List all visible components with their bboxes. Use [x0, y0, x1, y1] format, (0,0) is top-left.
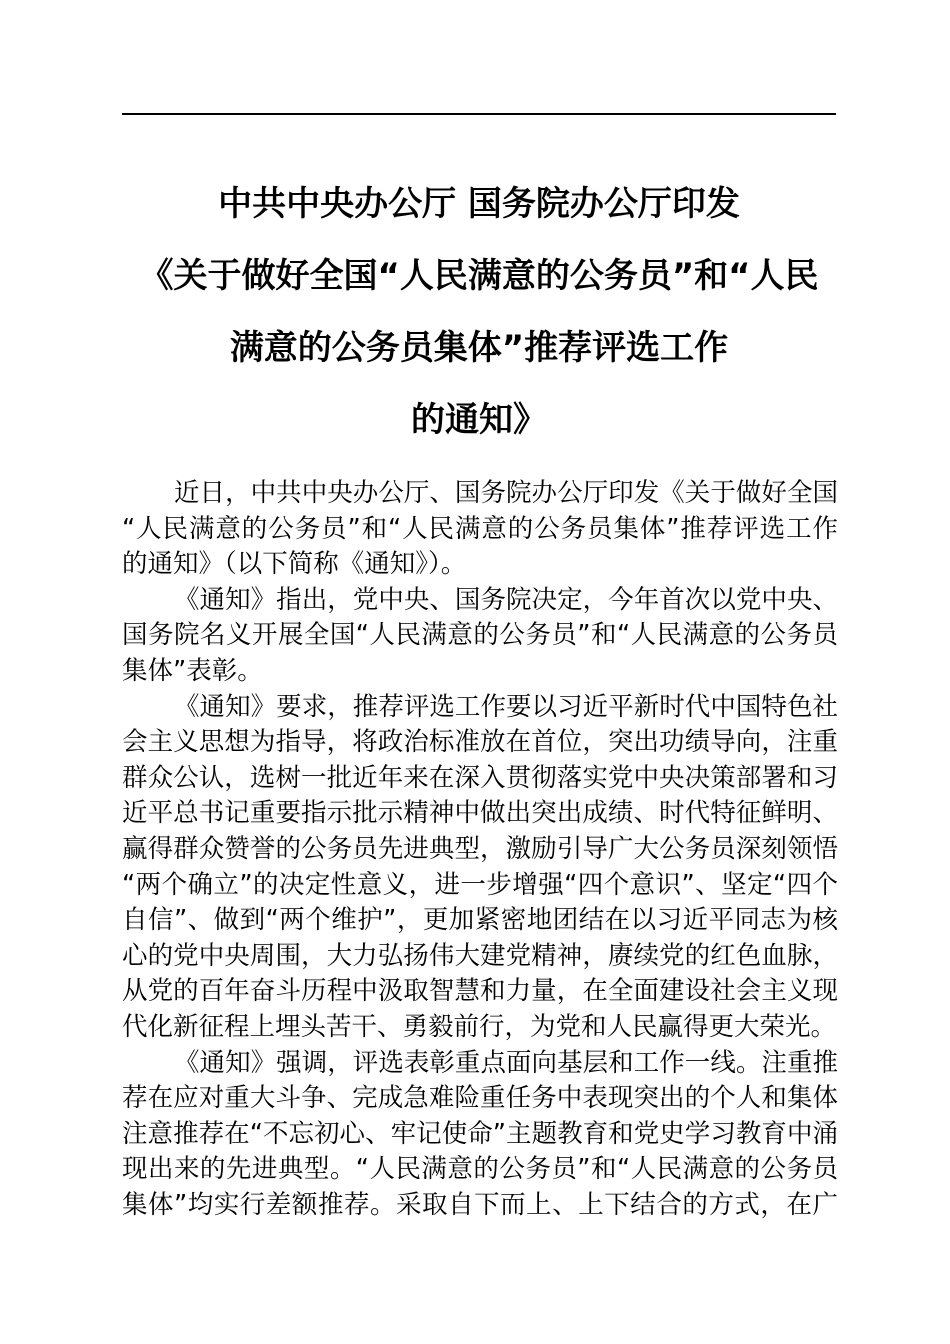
document-title [122, 168, 836, 456]
text-line: 荐在应对重大斗争、完成急难险重任务中表现突出的个人和集体 [122, 1083, 838, 1114]
text-line: 自信”、做到“两个维护”，更加紧密地团结在以习近平同志为核 [122, 905, 838, 936]
text-line: 国务院名义开展全国“人民满意的公务员”和“人民满意的公务员 [122, 620, 838, 651]
title-line-4: 的通知》 [411, 400, 547, 440]
text-line: “人民满意的公务员”和“人民满意的公务员集体”推荐评选工作 [122, 513, 838, 544]
document-body [122, 476, 838, 1223]
text-line: 《通知》要求，推荐评选工作要以习近平新时代中国特色社 [174, 691, 838, 722]
text-line: 近日，中共中央办公厅、国务院办公厅印发《关于做好全国 [174, 478, 838, 508]
text-line: 《通知》强调，评选表彰重点面向基层和工作一线。注重推 [174, 1047, 838, 1078]
text-line: 从党的百年奋斗历程中汲取智慧和力量，在全面建设社会主义现 [122, 976, 838, 1007]
text-line: 的通知》（以下简称《通知》）。 [122, 549, 467, 580]
text-line: 赢得群众赞誉的公务员先进典型，激励引导广大公务员深刻领悟 [122, 833, 838, 864]
title-line-3: 满意的公务员集体”推荐评选工作 [229, 328, 729, 368]
text-line: 注意推荐在“不忘初心、牢记使命”主题教育和党史学习教育中涌 [122, 1118, 838, 1149]
text-line: 群众公认，选树一批近年来在深入贯彻落实党中央决策部署和习 [122, 762, 838, 793]
text-line: 集体”表彰。 [122, 655, 263, 686]
header-rule [122, 113, 836, 115]
text-line: 会主义思想为指导，将政治标准放在首位，突出功绩导向，注重 [122, 727, 838, 758]
text-line: 《通知》指出，党中央、国务院决定，今年首次以党中央、 [174, 584, 838, 615]
text-line: 集体”均实行差额推荐。采取自下而上、上下结合的方式，在广 [122, 1189, 838, 1220]
title-line-2: 《关于做好全国“人民满意的公务员”和“人民 [139, 256, 819, 296]
text-line: 代化新征程上埋头苦干、勇毅前行，为党和人民赢得更大荣光。 [122, 1011, 837, 1042]
paragraph-4 [122, 1046, 838, 1224]
paragraph-1 [122, 476, 838, 583]
title-line-1: 中共中央办公厅 国务院办公厅印发 [218, 184, 740, 224]
text-line: 心的党中央周围，大力弘扬伟大建党精神，赓续党的红色血脉， [122, 940, 838, 971]
text-line: 现出来的先进典型。“人民满意的公务员”和“人民满意的公务员 [122, 1154, 838, 1185]
paragraph-2 [122, 583, 838, 690]
paragraph-3 [122, 690, 838, 1046]
text-line: 近平总书记重要指示批示精神中做出突出成绩、时代特征鲜明、 [122, 798, 838, 829]
text-line: “两个确立”的决定性意义，进一步增强“四个意识”、坚定“四个 [122, 869, 838, 900]
